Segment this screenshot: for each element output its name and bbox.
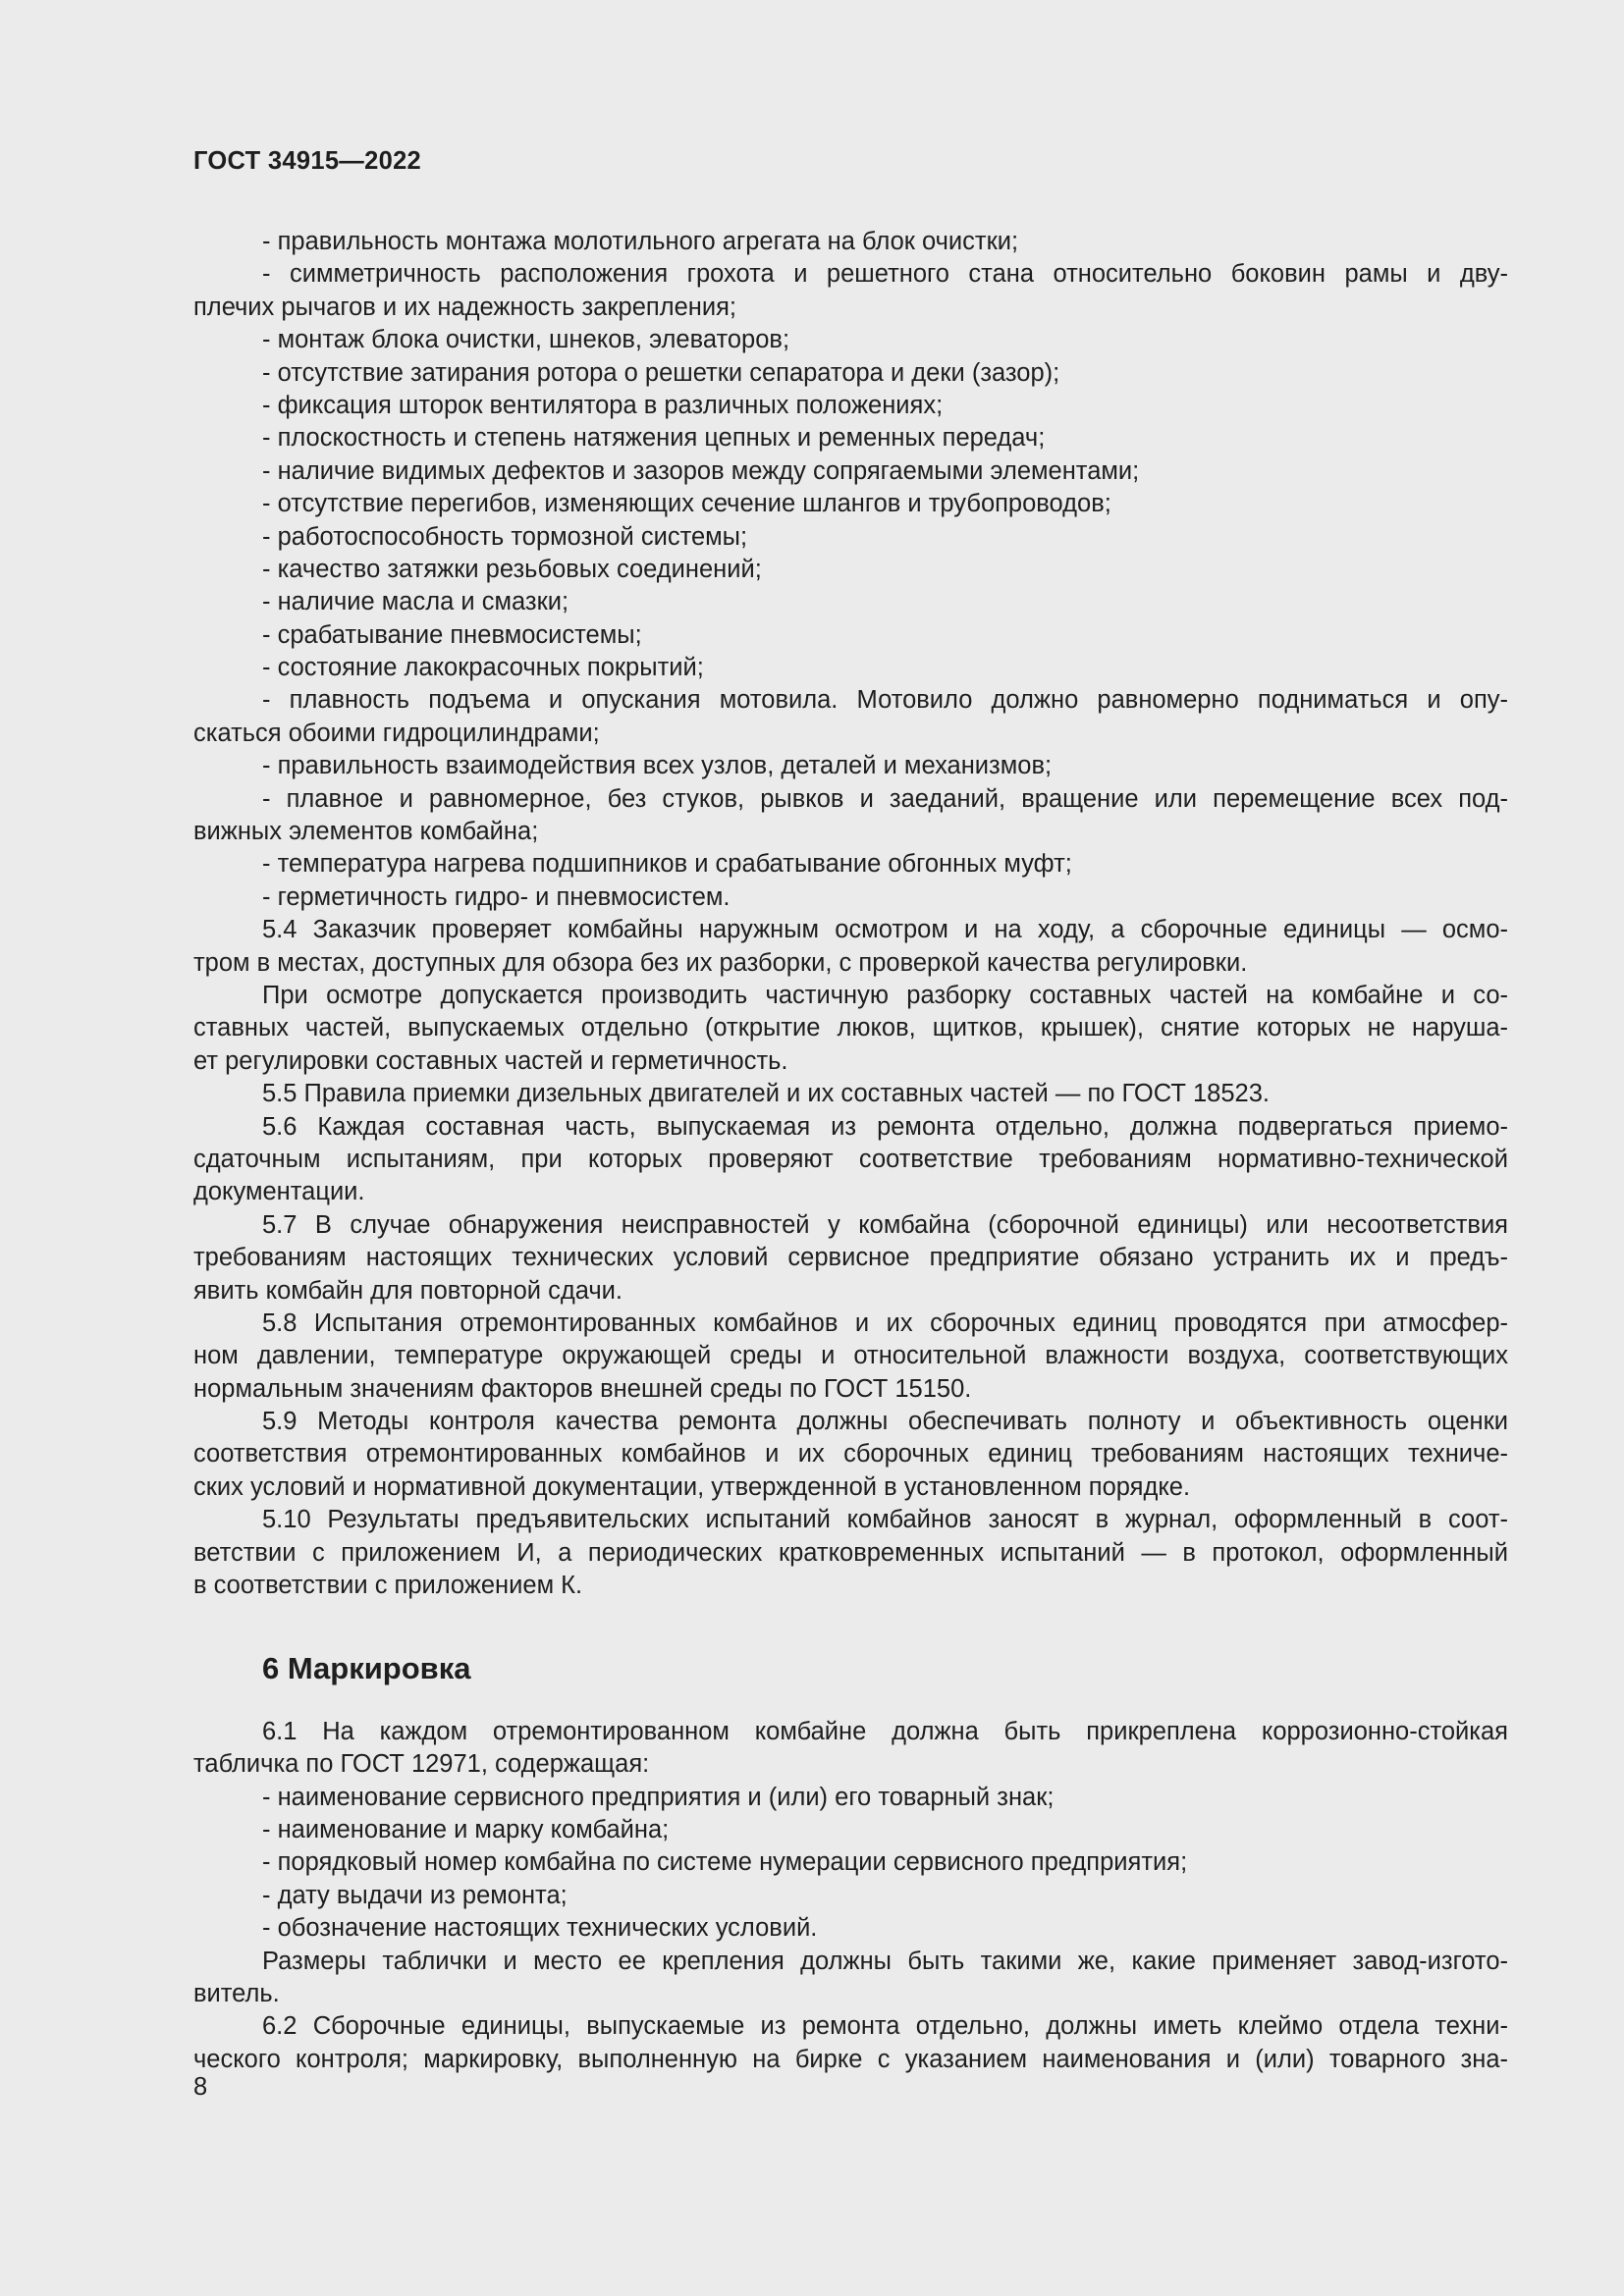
text-line: плечих рычагов и их надежность закрепления; (193, 293, 736, 321)
text-line: - наличие видимых дефектов и зазоров между сопрягаемыми элементами; (262, 456, 1140, 485)
text-line: - плоскостность и степень натяжения цепных и ременных передач; (262, 424, 1046, 453)
spacer (193, 1602, 1508, 1634)
section6-text-block (193, 1716, 1508, 2076)
text-line: - качество затяжки резьбовых соединений; (262, 555, 762, 583)
text-line: - работоспособность тормозной системы; (262, 522, 748, 551)
text-line: - правильность монтажа молотильного агрегата на блок очистки; (262, 228, 1019, 255)
page-number: 8 (193, 2073, 208, 2101)
text-line: 6.1 На каждом отремонтированном комбайне должна быть прикреплена коррозионно-стойкая (262, 1717, 1508, 1745)
text-line: 5.10 Результаты предъявительских испытаний комбайнов заносят в журнал, оформленный в соот- (262, 1506, 1508, 1534)
text-line: - температура нагрева подшипников и срабатывание обгонных муфт; (262, 850, 1072, 879)
text-line: витель. (193, 1979, 280, 2007)
text-line: - плавность подъема и опускания мотовила. Мотовило должно равномерно подниматься и опу- (262, 686, 1508, 715)
text-line: Размеры таблички и место ее крепления должны быть такими же, какие применяет завод-изгото- (262, 1947, 1508, 1975)
text-line: 6.2 Сборочные единицы, выпускаемые из ремонта отдельно, должны иметь клеймо отдела техни- (262, 2012, 1508, 2041)
text-line: вижных элементов комбайна; (193, 818, 539, 846)
section5-text-block (193, 226, 1508, 1602)
text-line: 5.7 В случае обнаружения неисправностей у комбайна (сборочной единицы) или несоответствия (262, 1210, 1508, 1239)
text-line: явить комбайн для повторной сдачи. (193, 1276, 623, 1305)
text-line: При осмотре допускается производить частичную разборку составных частей на комбайне и со- (262, 981, 1508, 1009)
text-line: - правильность взаимодействия всех узлов, деталей и механизмов; (262, 752, 1053, 780)
text-line: - срабатывание пневмосистемы; (262, 620, 642, 649)
text-line: ских условий и нормативной документации, утвержденной в установленном порядке. (193, 1472, 1191, 1501)
text-line: 5.5 Правила приемки дизельных двигателей и их составных частей — по ГОСТ 18523. (262, 1080, 1270, 1108)
text-line: требованиям настоящих технических условий сервисное предприятие обязано устранить их и предъ- (193, 1244, 1508, 1272)
text-line: - отсутствие затирания ротора о решетки сепаратора и деки (зазор); (262, 358, 1060, 387)
text-line: 5.6 Каждая составная часть, выпускаемая из ремонта отдельно, должна подвергаться приемо- (262, 1112, 1508, 1141)
section-heading: 6 Маркировка (262, 1650, 471, 1685)
text-line: 5.4 Заказчик проверяет комбайны наружным осмотром и на ходу, а сборочные единицы — осмо- (262, 916, 1508, 944)
text-line: - наименование сервисного предприятия и (или) его товарный знак; (262, 1783, 1055, 1811)
text-line: - фиксация шторок вентилятора в различных положениях; (262, 391, 944, 419)
text-line: ческого контроля; маркировку, выполненную на бирке с указанием наименования и (или) товарного зна- (193, 2045, 1508, 2073)
text-line: - состояние лакокрасочных покрытий; (262, 654, 704, 682)
text-line: - отсутствие перегибов, изменяющих сечение шлангов и трубопроводов; (262, 490, 1111, 518)
text-line: тром в местах, доступных для обзора без их разборки, с проверкой качества регулировки. (193, 948, 1248, 977)
text-line: - герметичность гидро- и пневмосистем. (262, 882, 731, 911)
text-line: скаться обоими гидроцилиндрами; (193, 719, 600, 747)
text-line: 5.8 Испытания отремонтированных комбайнов и их сборочных единиц проводятся при атмосфер- (262, 1308, 1508, 1337)
text-line: - наличие масла и смазки; (262, 588, 569, 616)
text-line: ет регулировки составных частей и герметичность. (193, 1046, 788, 1075)
text-line: соответствия отремонтированных комбайнов и их сборочных единиц требованиям настоящих техниче- (193, 1440, 1508, 1468)
text-line: ветствии с приложением И, а периодических кратковременных испытаний — в протокол, оформленный (193, 1538, 1508, 1567)
text-line: - симметричность расположения грохота и решетного стана относительно боковин рамы и дву- (262, 260, 1508, 289)
text-line: - обозначение настоящих технических условий. (262, 1914, 818, 1943)
text-line: 5.9 Методы контроля качества ремонта должны обеспечивать полноту и объективность оценки (262, 1408, 1508, 1436)
text-line: сдаточным испытаниям, при которых проверяют соответствие требованиям нормативно-технической (193, 1145, 1508, 1173)
text-line: - монтаж блока очистки, шнеков, элеваторов; (262, 326, 790, 354)
spacer (193, 1702, 1508, 1716)
text-line: - плавное и равномерное, без стуков, рывков и заеданий, вращение или перемещение всех под- (262, 784, 1508, 813)
text-line: - дату выдачи из ремонта; (262, 1881, 568, 1909)
body-text (193, 226, 1508, 2076)
document-header: ГОСТ 34915—2022 (193, 147, 422, 175)
text-line: ставных частей, выпускаемых отдельно (открытие люков, щитков, крышек), снятие которых не наруша- (193, 1014, 1508, 1042)
text-line: - порядковый номер комбайна по системе нумерации сервисного предприятия; (262, 1848, 1188, 1877)
text-line: документации. (193, 1178, 365, 1206)
text-line: табличка по ГОСТ 12971, содержащая: (193, 1750, 650, 1779)
text-line: ном давлении, температуре окружающей среды и относительной влажности воздуха, соответствующих (193, 1342, 1508, 1370)
text-line: нормальным значениям факторов внешней среды по ГОСТ 15150. (193, 1374, 972, 1403)
text-line: - наименование и марку комбайна; (262, 1815, 670, 1843)
text-line: в соответствии с приложением К. (193, 1572, 583, 1600)
